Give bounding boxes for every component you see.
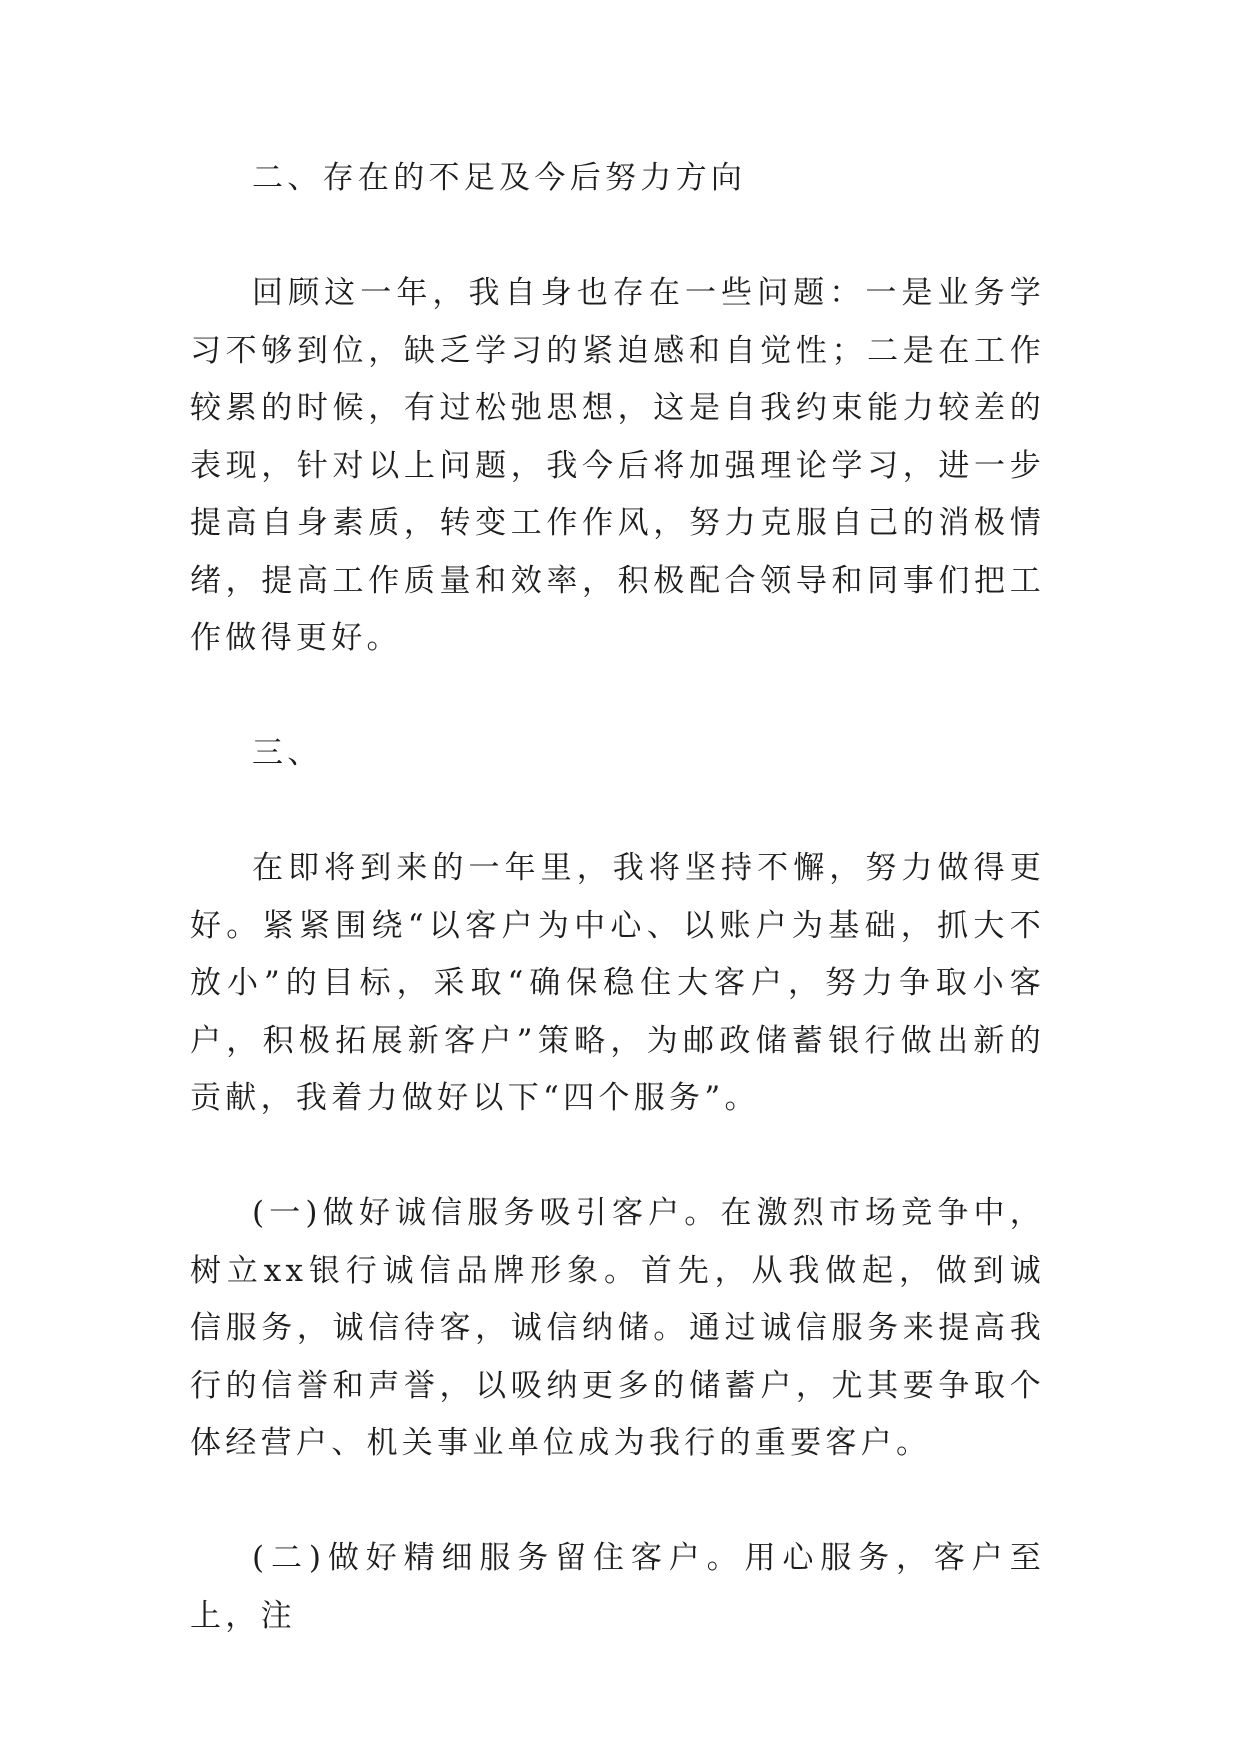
paragraph-review: 回顾这一年，我自身也存在一些问题：一是业务学习不够到位，缺乏学习的紧迫感和自觉性；二是在工作较累的时候，有过松弛思想，这是自我约束能力较差的表现，针对以上问题，我今后将加强理论学习，进一步提高自身素质，转变工作作风，努力克服自己的消极情绪，提高工作质量和效率，积极配合领导和同事们把工作做得更好。 — [190, 275, 1045, 656]
paragraph-item-1: (一)做好诚信服务吸引客户。在激烈市场竞争中，树立xx银行诚信品牌形象。首先，从我做起，做到诚信服务，诚信待客，诚信纳储。通过诚信服务来提高我行的信誉和声誉，以吸纳更多的储蓄户，尤其要争取个体经营户、机关事业单位成为我行的重要客户。 — [190, 1195, 1045, 1461]
section-heading-3: 三、 — [252, 735, 323, 771]
section-heading-2: 二、存在的不足及今后努力方向 — [252, 160, 747, 196]
document-body — [190, 150, 1045, 1645]
paragraph-item-2: (二)做好精细服务留住客户。用心服务，客户至上，注 — [190, 1540, 1045, 1634]
paragraph-plan: 在即将到来的一年里，我将坚持不懈，努力做得更好。紧紧围绕“以客户为中心、以账户为基础，抓大不放小”的目标，采取“确保稳住大客户，努力争取小客户，积极拓展新客户”策略，为邮政储蓄银行做出新的贡献，我着力做好以下“四个服务”。 — [190, 850, 1045, 1116]
